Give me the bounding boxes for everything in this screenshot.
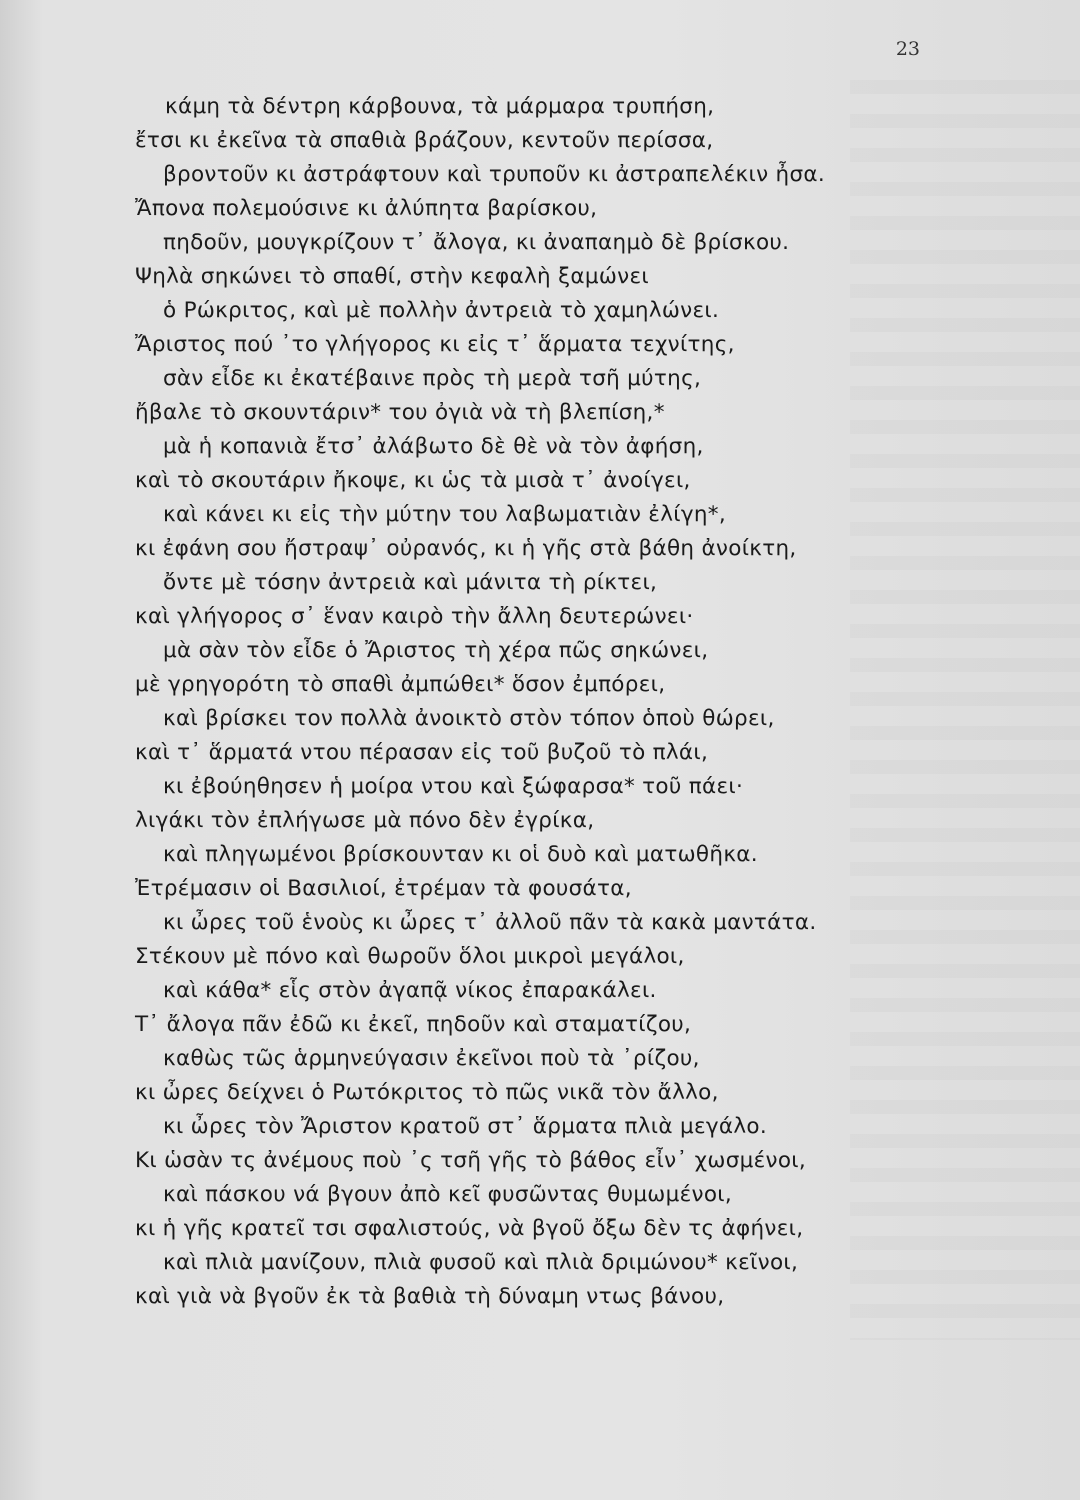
verse-line-4: Ἄπονα πολεμούσινε κι ἀλύπητα βαρίσκου, xyxy=(135,196,598,221)
verse-line-14: κι ἐφάνη σου ἤστραψ᾽ οὐρανός, κι ἡ γῆς στὰ βάθη ἀνοίκτη, xyxy=(135,536,797,561)
verse-line-24: Ἐτρέμασιν οἱ Βασιλιοί, ἐτρέμαν τὰ φουσάτα, xyxy=(135,876,632,901)
verse-line-1: κάμη τὰ δέντρη κάρβουνα, τὰ μάρμαρα τρυπήση, xyxy=(165,94,715,119)
verse-line-16: καὶ γλήγορος σ᾽ ἕναν καιρὸ τὴν ἄλλη δευτερώνει· xyxy=(135,604,694,629)
bleed-through-shadow xyxy=(850,60,1080,1340)
verse-line-18: μὲ γρηγορότη τὸ σπαθὶ ἀμπώθει* ὅσον ἐμπόρει, xyxy=(135,672,666,697)
verse-line-27: καὶ κάθα* εἷς στὸν ἀγαπᾷ νίκος ἐπαρακάλει. xyxy=(163,978,657,1003)
verse-line-6: Ψηλὰ σηκώνει τὸ σπαθί, στὴν κεφαλὴ ξαμώνει xyxy=(135,264,649,289)
verse-line-28: Τ᾽ ἄλογα πᾶν ἐδῶ κι ἐκεῖ, πηδοῦν καὶ σταματίζου, xyxy=(135,1012,692,1037)
verse-line-15: ὄντε μὲ τόσην ἀντρειὰ καὶ μάνιτα τὴ ρίκτει, xyxy=(163,570,658,595)
verse-line-31: κι ὦρες τὸν Ἄριστον κρατοῦ στ᾽ ἅρματα πλιὰ μεγάλο. xyxy=(163,1114,767,1139)
verse-line-12: καὶ τὸ σκουτάριν ἤκοψε, κι ὡς τὰ μισὰ τ᾽ ἀνοίγει, xyxy=(135,468,691,493)
verse-line-26: Στέκουν μὲ πόνο καὶ θωροῦν ὅλοι μικροὶ μεγάλοι, xyxy=(135,944,685,969)
verse-line-32: Κι ὡσὰν τς ἀνέμους ποὺ ᾽ς τσῆ γῆς τὸ βάθος εἶν᾽ χωσμένοι, xyxy=(135,1148,806,1173)
verse-line-35: καὶ πλιὰ μανίζουν, πλιὰ φυσοῦ καὶ πλιὰ δριμώνου* κεῖνοι, xyxy=(163,1250,799,1275)
verse-line-2: ἔτσι κι ἐκεῖνα τὰ σπαθιὰ βράζουν, κεντοῦν περίσσα, xyxy=(135,128,714,153)
verse-line-9: σὰν εἶδε κι ἐκατέβαινε πρὸς τὴ μερὰ τσῆ μύτης, xyxy=(163,366,702,391)
verse-line-20: καὶ τ᾽ ἅρματά ντου πέρασαν εἰς τοῦ βυζοῦ τὸ πλάι, xyxy=(135,740,709,765)
verse-line-23: καὶ πληγωμένοι βρίσκουνταν κι οἱ δυὸ καὶ ματωθῆκα. xyxy=(163,842,758,867)
verse-line-34: κι ἡ γῆς κρατεῖ τσι σφαλιστούς, νὰ βγοῦ ὄξω δὲν τς ἀφήνει, xyxy=(135,1216,804,1241)
verse-line-13: καὶ κάνει κι εἰς τὴν μύτην του λαβωματιὰν ἐλίγη*, xyxy=(163,502,726,527)
verse-line-5: πηδοῦν, μουγκρίζουν τ᾽ ἄλογα, κι ἀναπαημὸ δὲ βρίσκου. xyxy=(163,230,790,255)
verse-line-19: καὶ βρίσκει τον πολλὰ ἀνοικτὸ στὸν τόπον ὁποὺ θώρει, xyxy=(163,706,775,731)
verse-line-17: μὰ σὰν τὸν εἶδε ὁ Ἄριστος τὴ χέρα πῶς σηκώνει, xyxy=(163,638,709,663)
verse-line-10: ἤβαλε τὸ σκουντάριν* του ὀγιὰ νὰ τὴ βλεπίση,* xyxy=(135,400,665,425)
verse-line-36: καὶ γιὰ νὰ βγοῦν ἐκ τὰ βαθιὰ τὴ δύναμη ντως βάνου, xyxy=(135,1284,725,1309)
verse-line-3: βροντοῦν κι ἀστράφτουν καὶ τρυποῦν κι ἀστραπελέκιν ἦσα. xyxy=(163,162,825,187)
page-number: 23 xyxy=(895,38,920,60)
verse-line-8: Ἄριστος πού ᾽το γλήγορος κι εἰς τ᾽ ἅρματα τεχνίτης, xyxy=(135,332,735,357)
verse-line-7: ὁ Ρώκριτος, καὶ μὲ πολλὴν ἀντρειὰ τὸ χαμηλώνει. xyxy=(163,298,720,323)
verse-line-29: καθὼς τῶς ἁρμηνεύγασιν ἐκεῖνοι ποὺ τὰ ᾽ρίζου, xyxy=(163,1046,700,1071)
verse-line-21: κι ἐβούηθησεν ἡ μοίρα ντου καὶ ξώφαρσα* τοῦ πάει· xyxy=(163,774,744,799)
verse-line-33: καὶ πάσκου νά βγουν ἀπὸ κεῖ φυσῶντας θυμωμένοι, xyxy=(163,1182,732,1207)
verse-line-25: κι ὦρες τοῦ ἑνοὺς κι ὦρες τ᾽ ἀλλοῦ πᾶν τὰ κακὰ μαντάτα. xyxy=(163,910,817,935)
verse-line-30: κι ὦρες δείχνει ὁ Ρωτόκριτος τὸ πῶς νικᾶ τὸν ἄλλο, xyxy=(135,1080,719,1105)
verse-line-22: λιγάκι τὸν ἐπλήγωσε μὰ πόνο δὲν ἐγρίκα, xyxy=(135,808,595,833)
verse-line-11: μὰ ἡ κοπανιὰ ἔτσ᾽ ἀλάβωτο δὲ θὲ νὰ τὸν ἀφήση, xyxy=(163,434,704,459)
